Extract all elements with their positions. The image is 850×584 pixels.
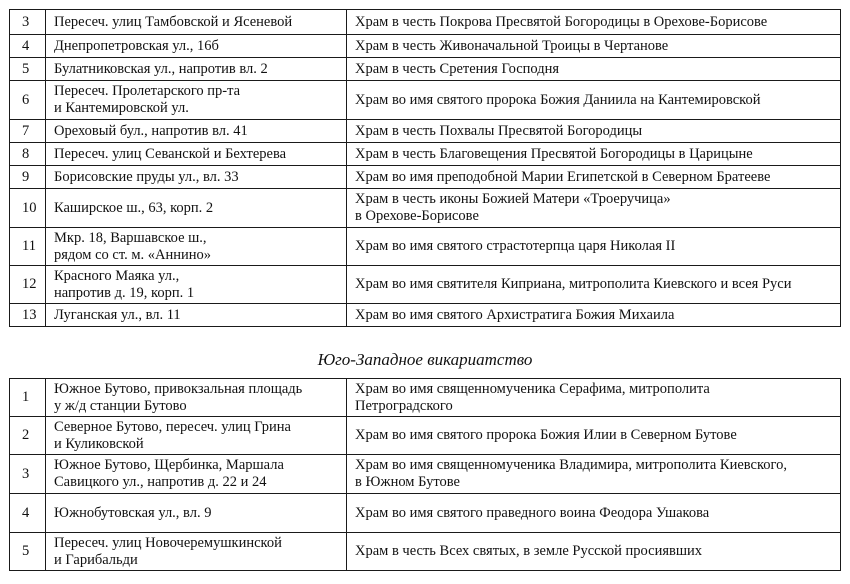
table-body <box>10 379 841 571</box>
table-row <box>10 417 841 455</box>
church-cell: Храм во имя преподобной Марии Египетской в Северном Братееве <box>347 166 841 189</box>
church-cell: Храм в честь Сретения Господня <box>347 58 841 81</box>
row-number: 2 <box>10 417 46 455</box>
address-cell: Борисовские пруды ул., вл. 33 <box>46 166 347 189</box>
table-row <box>10 166 841 189</box>
address-cell: Днепропетровская ул., 16б <box>46 35 347 58</box>
church-cell: Храм в честь Похвалы Пресвятой Богородицы <box>347 120 841 143</box>
table-row <box>10 81 841 120</box>
table-row <box>10 143 841 166</box>
table-body <box>10 10 841 327</box>
church-cell: Храм во имя священномученика Владимира, митрополита Киевского, в Южном Бутове <box>347 455 841 494</box>
church-cell: Храм во имя святого Архистратига Божия Михаила <box>347 304 841 327</box>
table-row <box>10 120 841 143</box>
table-row <box>10 379 841 417</box>
churches-table-1 <box>9 9 841 327</box>
table-row <box>10 266 841 304</box>
address-cell: Пересеч. улиц Тамбовской и Ясеневой <box>46 10 347 35</box>
address-cell: Пересеч. улиц Новочеремушкинской и Гарибальди <box>46 533 347 571</box>
row-number: 4 <box>10 494 46 533</box>
row-number: 3 <box>10 10 46 35</box>
table-row <box>10 228 841 266</box>
church-cell: Храм в честь Покрова Пресвятой Богородицы в Орехове-Борисове <box>347 10 841 35</box>
address-cell: Пересеч. улиц Севанской и Бехтерева <box>46 143 347 166</box>
address-cell: Ореховый бул., напротив вл. 41 <box>46 120 347 143</box>
church-cell: Храм в честь Живоначальной Троицы в Чертанове <box>347 35 841 58</box>
table-row <box>10 10 841 35</box>
church-cell: Храм во имя святого праведного воина Феодора Ушакова <box>347 494 841 533</box>
table-row <box>10 189 841 228</box>
table-row <box>10 494 841 533</box>
row-number: 1 <box>10 379 46 417</box>
address-cell: Каширское ш., 63, корп. 2 <box>46 189 347 228</box>
address-cell: Пересеч. Пролетарского пр-та и Кантемировской ул. <box>46 81 347 120</box>
church-cell: Храм во имя священномученика Серафима, митрополита Петроградского <box>347 379 841 417</box>
address-cell: Северное Бутово, пересеч. улиц Грина и Куликовской <box>46 417 347 455</box>
table-row <box>10 533 841 571</box>
address-cell: Южное Бутово, привокзальная площадь у ж/д станции Бутово <box>46 379 347 417</box>
row-number: 4 <box>10 35 46 58</box>
address-cell: Луганская ул., вл. 11 <box>46 304 347 327</box>
address-cell: Мкр. 18, Варшавское ш., рядом со ст. м. «Аннино» <box>46 228 347 266</box>
table-row <box>10 304 841 327</box>
church-cell: Храм в честь иконы Божией Матери «Троеручица» в Орехове-Борисове <box>347 189 841 228</box>
address-cell: Южнобутовская ул., вл. 9 <box>46 494 347 533</box>
church-cell: Храм в честь Всех святых, в земле Русской просиявших <box>347 533 841 571</box>
address-cell: Южное Бутово, Щербинка, Маршала Савицкого ул., напротив д. 22 и 24 <box>46 455 347 494</box>
address-cell: Красного Маяка ул., напротив д. 19, корп. 1 <box>46 266 347 304</box>
row-number: 12 <box>10 266 46 304</box>
row-number: 9 <box>10 166 46 189</box>
table-row <box>10 455 841 494</box>
row-number: 13 <box>10 304 46 327</box>
row-number: 6 <box>10 81 46 120</box>
row-number: 7 <box>10 120 46 143</box>
church-cell: Храм во имя святителя Киприана, митрополита Киевского и всея Руси <box>347 266 841 304</box>
church-cell: Храм во имя святого пророка Божия Даниила на Кантемировской <box>347 81 841 120</box>
row-number: 11 <box>10 228 46 266</box>
church-cell: Храм во имя святого пророка Божия Илии в Северном Бутове <box>347 417 841 455</box>
churches-table-2 <box>9 378 841 571</box>
address-cell: Булатниковская ул., напротив вл. 2 <box>46 58 347 81</box>
row-number: 5 <box>10 58 46 81</box>
table-row <box>10 58 841 81</box>
row-number: 8 <box>10 143 46 166</box>
church-cell: Храм в честь Благовещения Пресвятой Богородицы в Царицыне <box>347 143 841 166</box>
church-cell: Храм во имя святого страстотерпца царя Николая II <box>347 228 841 266</box>
row-number: 3 <box>10 455 46 494</box>
row-number: 5 <box>10 533 46 571</box>
section-title: Юго-Западное викариатство <box>317 350 533 369</box>
row-number: 10 <box>10 189 46 228</box>
table-row <box>10 35 841 58</box>
